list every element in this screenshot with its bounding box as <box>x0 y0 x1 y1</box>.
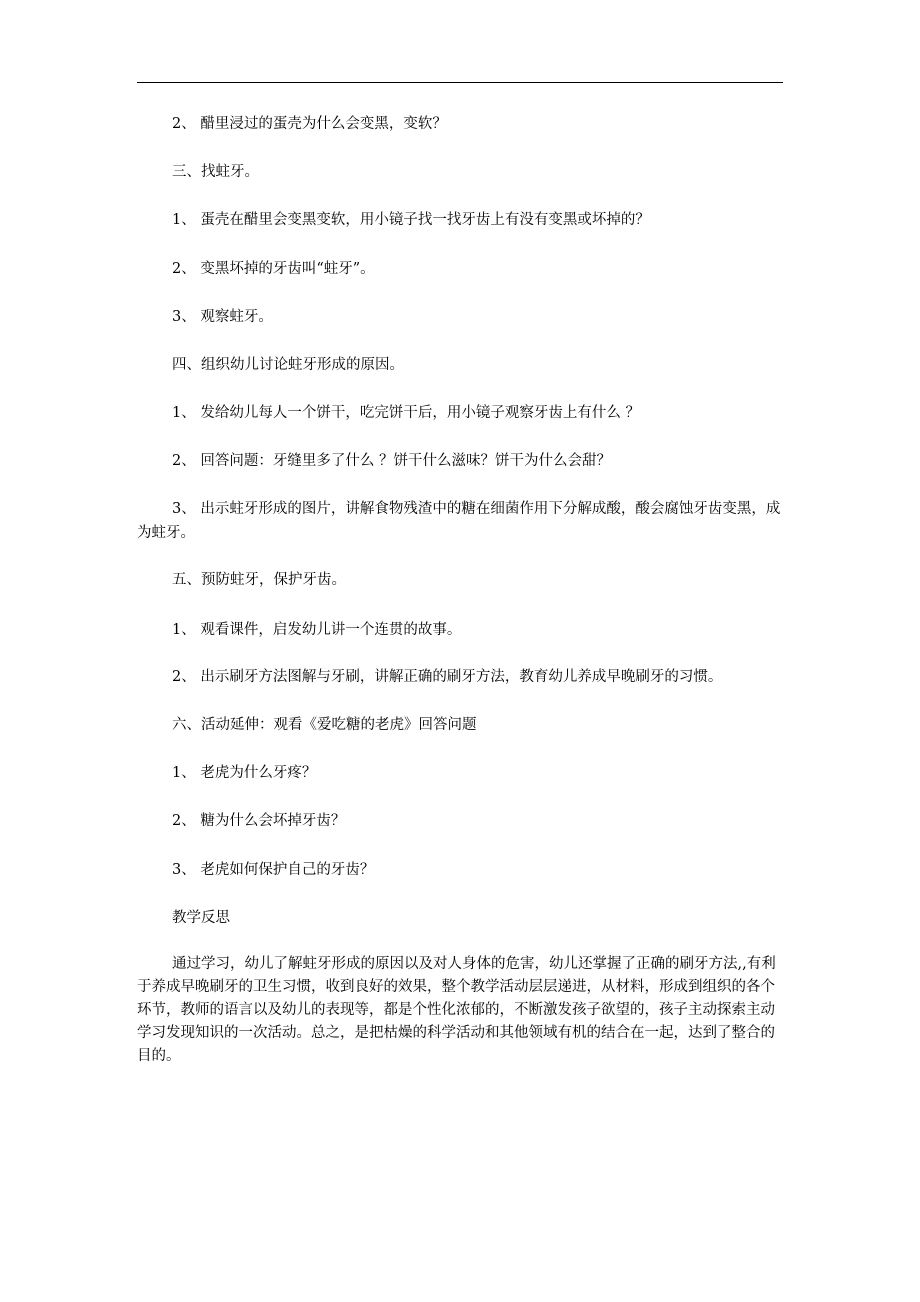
section-heading: 三、找蛀牙。 <box>172 164 259 180</box>
list-item: 2、 糖为什么会坏掉牙齿？ <box>172 813 346 829</box>
list-item: 1、 观看课件，启发幼儿讲一个连贯的故事。 <box>172 622 462 638</box>
header-rule <box>137 82 783 83</box>
list-item: 3、 观察蛀牙。 <box>172 309 273 325</box>
section-heading: 五、预防蛀牙，保护牙齿。 <box>172 572 346 588</box>
list-item: 1、 蛋壳在醋里会变黑变软，用小镜子找一找牙齿上有没有变黑或坏掉的？ <box>172 212 650 228</box>
reflection-paragraph: 通过学习，幼儿了解蛀牙形成的原因以及对人身体的危害，幼儿还掌握了正确的刷牙方法,,有利于养成早晚刷牙的卫生习惯，收到良好的效果，整个教学活动层层递进，从材料，形成到组织的各个环节，教师的语言以及幼儿的表现等，都是个性化浓郁的，不断激发孩子欲望的，孩子主动探索主动学习发现知识的一次活动。总之，是把枯燥的科学活动和其他领域有机的结合在一起，达到了整合的目的。 <box>137 956 776 1064</box>
list-item: 2、 出示刷牙方法图解与牙刷，讲解正确的刷牙方法，教育幼儿养成早晚刷牙的习惯。 <box>172 669 723 685</box>
list-item: 2、 变黑坏掉的牙齿叫“蛀牙”。 <box>172 261 375 277</box>
list-item: 3、 老虎如何保护自己的牙齿？ <box>172 862 375 878</box>
list-item: 1、 发给幼儿每人一个饼干，吃完饼干后，用小镜子观察牙齿上有什么 ？ <box>172 405 640 421</box>
section-heading: 教学反思 <box>172 910 230 926</box>
list-item-wrapped: 3、 出示蛀牙形成的图片，讲解食物残渣中的糖在细菌作用下分解成酸，酸会腐蚀牙齿变黑，成为蛀牙。 <box>137 501 781 541</box>
list-item: 1、 老虎为什么牙疼？ <box>172 765 317 781</box>
section-heading: 四、组织幼儿讨论蛀牙形成的原因。 <box>172 357 404 373</box>
list-item: 2、 醋里浸过的蛋壳为什么会变黑，变软？ <box>172 116 447 132</box>
list-item: 2、 回答问题：牙缝里多了什么 ？饼干什么滋味？饼干为什么会甜？ <box>172 453 611 469</box>
section-heading: 六、活动延伸：观看《爱吃糖的老虎》回答问题 <box>172 717 477 733</box>
